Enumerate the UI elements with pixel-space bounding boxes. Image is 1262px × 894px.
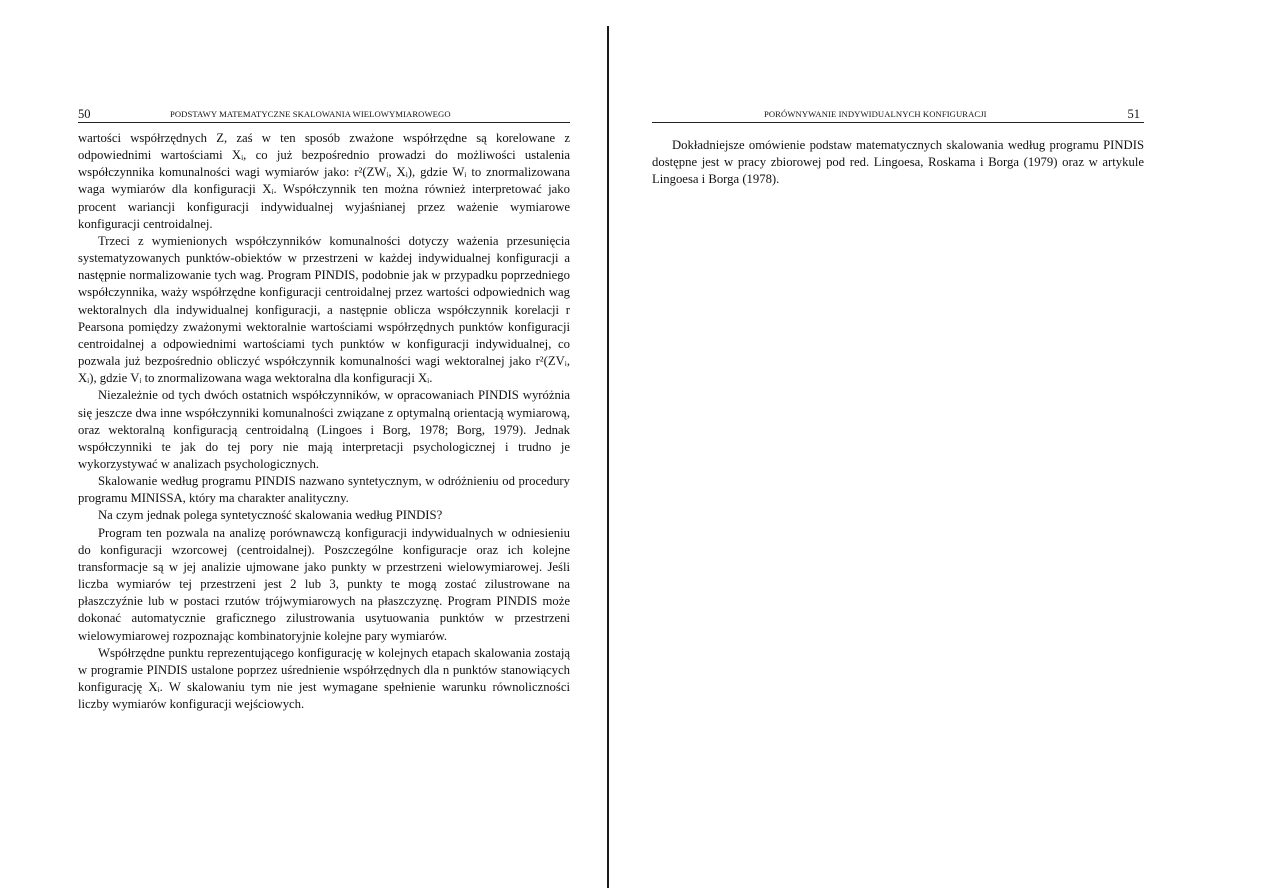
paragraph: wartości współrzędnych Z, zaś w ten sposób zważone współrzędne są korelowane z odpowiednimi wartościami Xᵢ, co już bezpośrednio prowadzi do możliwości ustalenia współczynnika komunalności wagi wymiarów jako: r²(ZWᵢ, Xᵢ), gdzie Wᵢ to znormalizowana waga wymiarów dla konfiguracji Xᵢ. Współczynnik ten można również interpretować jako procent wariancji konfiguracji indywidualnej wyjaśnianej przez ważenie wymiarowe konfiguracji centroidalnej. <box>78 131 570 231</box>
paragraph: Skalowanie według programu PINDIS nazwano syntetycznym, w odróżnieniu od procedury programu MINISSA, który ma charakter analityczny. <box>78 474 570 506</box>
right-page <box>652 0 1144 894</box>
right-running-head: PORÓWNYWANIE INDYWIDUALNYCH KONFIGURACJI <box>764 109 987 119</box>
left-page-number: 50 <box>78 107 91 121</box>
paragraph: Niezależnie od tych dwóch ostatnich współczynników, w opracowaniach PINDIS wyróżnia się jeszcze dwa inne współczynniki komunalności związane z optymalną orientacją wymiarową, oraz wektoralną konfiguracją centroidalną (Lingoes i Borg, 1978; Borg, 1979). Jednak współczynniki te jak do tej pory nie mają interpretacji psychologicznej i trudno je wykorzystywać w analizach psychologicznych. <box>78 388 570 471</box>
paragraph: Trzeci z wymienionych współczynników komunalności dotyczy ważenia przesunięcia systematyzowanych punktów-obiektów w przestrzeni w każdej indywidualnej konfiguracji a następnie normalizowanie tych wag. Program PINDIS, podobnie jak w przypadku poprzedniego współczynnika, waży współrzędne konfiguracji centroidalnej przez wartości odpowiednich wag wektoralnych dla indywidualnej konfiguracji, a następnie oblicza współczynnik korelacji r Pearsona pomiędzy zważonymi wektoralnie wartościami współrzędnych punktów konfiguracji centroidalnej a odpowiednimi wartościami tych punktów w konfiguracji indywidualnej, co pozwala już bezpośrednio obliczyć współczynnik komunalności wagi wektoralnej jako r²(ZVᵢ, Xᵢ), gdzie Vᵢ to znormalizowana waga wektoralna dla konfiguracji Xᵢ. <box>78 233 570 386</box>
right-page-body <box>652 137 1144 188</box>
paragraph: Współrzędne punktu reprezentującego konfigurację w kolejnych etapach skalowania zostają w programie PINDIS ustalone poprzez uśrednienie współrzędnych dla n punktów stanowiących konfigurację Xᵢ. W skalowaniu tym nie jest wymagane spełnienie warunku równoliczności liczby wymiarów konfiguracji wejściowych. <box>78 645 570 712</box>
left-running-head: PODSTAWY MATEMATYCZNE SKALOWANIA WIELOWYMIAROWEGO <box>170 109 451 119</box>
right-page-number: 51 <box>1127 107 1140 121</box>
paragraph: Program ten pozwala na analizę porównawczą konfiguracji indywidualnych w odniesieniu do konfiguracji wzorcowej (centroidalnej). Poszczególne konfiguracje oraz ich kolejne transformacje są w jej analizie ujmowane jako punkty w przestrzeni wielowymiarowej. Jeśli liczba wymiarów tej przestrzeni jest 2 lub 3, punkty te mogą zostać zilustrowane na płaszczyźnie lub w postaci rzutów trójwymiarowych na płaszczyznę. Program PINDIS może dokonać automatycznie graficznego zilustrowania usytuowania punktów w przestrzeni wielowymiarowej rozpoznając kombinatoryjnie kolejne pary wymiarów. <box>78 525 570 643</box>
right-page-header <box>652 104 1144 123</box>
paragraph: Na czym jednak polega syntetyczność skalowania według PINDIS? <box>98 508 443 523</box>
paragraph: Dokładniejsze omówienie podstaw matematycznych skalowania według programu PINDIS dostępne jest w pracy zbiorowej pod red. Lingoesa, Roskama i Borga (1979) oraz w artykule Lingoesa i Borga (1978). <box>652 138 1144 187</box>
book-spine <box>607 26 609 888</box>
left-page <box>78 0 570 894</box>
left-page-header <box>78 104 570 123</box>
left-page-body <box>78 130 570 713</box>
